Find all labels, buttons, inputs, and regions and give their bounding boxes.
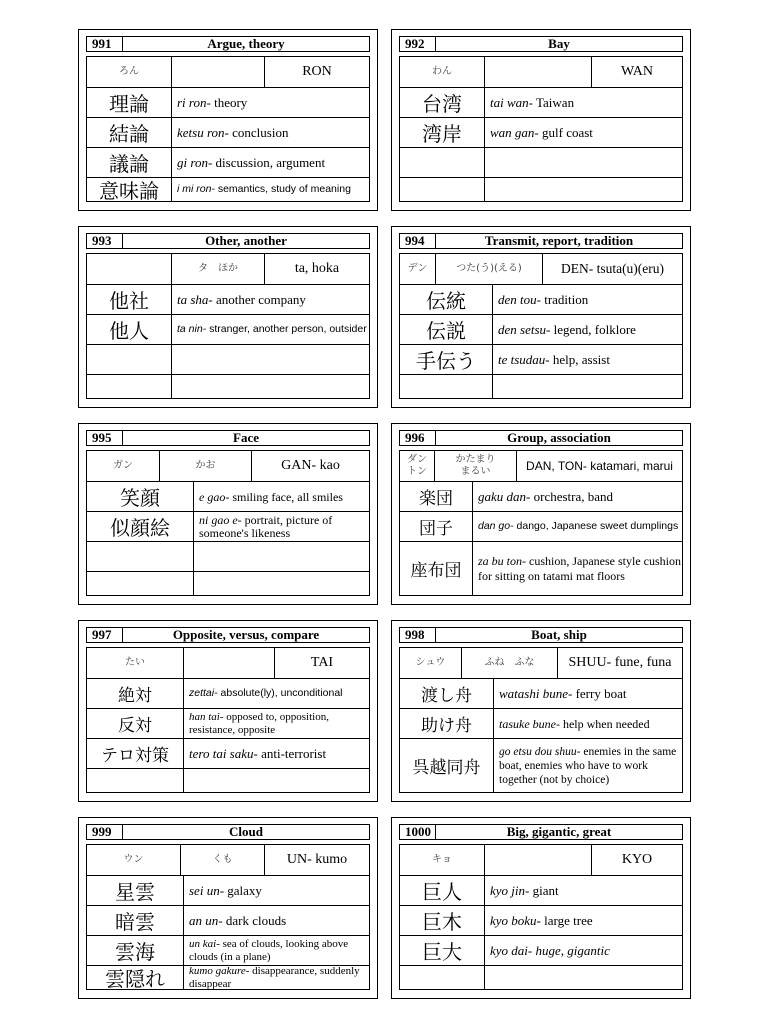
on-reading: たい bbox=[125, 657, 145, 668]
vocab-definition: tai wan- Taiwan bbox=[484, 88, 682, 117]
card-header bbox=[399, 36, 683, 52]
vocab-definition: ni gao e- portrait, picture of someone's likeness bbox=[193, 512, 369, 541]
vocab-kanji: 伝説 bbox=[426, 319, 466, 343]
on-reading: わん bbox=[432, 66, 452, 77]
card-title: Other, another bbox=[205, 233, 287, 248]
on-reading: デン bbox=[407, 263, 428, 274]
vocab-kanji: 理論 bbox=[109, 92, 149, 116]
vocab-kanji bbox=[400, 178, 484, 201]
on-reading: ろん bbox=[119, 66, 139, 77]
card-title: Boat, ship bbox=[531, 627, 587, 642]
kanji-card-1000 bbox=[391, 817, 691, 999]
card-title: Big, gigantic, great bbox=[506, 824, 612, 839]
romaji-reading: DEN- tsuta(u)(eru) bbox=[542, 254, 682, 284]
card-number: 1000 bbox=[400, 825, 436, 839]
card-number: 996 bbox=[400, 431, 436, 445]
vocab-kanji: 巨人 bbox=[422, 880, 462, 904]
vocab-definition: kyo dai- huge, gigantic bbox=[484, 936, 682, 965]
card-header bbox=[86, 627, 370, 643]
vocab-definition bbox=[171, 375, 369, 398]
vocab-definition bbox=[484, 148, 682, 177]
romaji-reading: WAN bbox=[591, 57, 682, 87]
kanji-card-993 bbox=[78, 226, 378, 408]
vocab-definition: sei un- galaxy bbox=[183, 876, 369, 905]
on-reading: シュウ bbox=[415, 657, 446, 668]
romaji-reading: UN- kumo bbox=[264, 845, 369, 875]
card-header bbox=[86, 36, 370, 52]
vocab-definition bbox=[492, 375, 682, 398]
kun-reading: ふね ふな bbox=[461, 648, 557, 678]
kanji-card-992 bbox=[391, 29, 691, 211]
romaji-reading: RON bbox=[264, 57, 369, 87]
vocab-kanji: 伝統 bbox=[426, 289, 466, 313]
on-reading: ウン bbox=[123, 854, 144, 865]
vocab-definition: go etsu dou shuu- enemies in the same boat, enemies who have to work together (not by choice) bbox=[493, 739, 682, 792]
vocab-kanji: 星雲 bbox=[115, 880, 155, 904]
card-header bbox=[399, 627, 683, 643]
kun-reading: タ ほか bbox=[171, 254, 264, 284]
card-number: 999 bbox=[87, 825, 123, 839]
kanji-card-999 bbox=[78, 817, 378, 999]
vocab-kanji: 団子 bbox=[419, 519, 453, 539]
kun-reading: かお bbox=[159, 451, 251, 481]
vocab-definition: watashi bune- ferry boat bbox=[493, 679, 682, 708]
vocab-definition: ketsu ron- conclusion bbox=[171, 118, 369, 147]
kanji-card-991 bbox=[78, 29, 378, 211]
kanji-card-995 bbox=[78, 423, 378, 605]
card-number: 995 bbox=[87, 431, 123, 445]
vocab-kanji bbox=[87, 769, 183, 792]
card-header bbox=[86, 824, 370, 840]
kun-reading: かたまり まるい bbox=[434, 451, 516, 481]
vocab-kanji bbox=[400, 966, 484, 989]
card-header bbox=[86, 233, 370, 249]
romaji-reading: DAN, TON- katamari, marui bbox=[516, 451, 682, 481]
vocab-kanji bbox=[87, 542, 193, 571]
vocab-kanji: 巨木 bbox=[422, 910, 462, 934]
vocab-kanji: 湾岸 bbox=[422, 122, 462, 146]
kun-reading: くも bbox=[180, 845, 264, 875]
vocab-definition: i mi ron- semantics, study of meaning bbox=[171, 178, 369, 201]
vocab-definition: tero tai saku- anti-terrorist bbox=[183, 739, 369, 768]
vocab-definition: e gao- smiling face, all smiles bbox=[193, 482, 369, 511]
vocab-definition: wan gan- gulf coast bbox=[484, 118, 682, 147]
vocab-definition: zettai- absolute(ly), unconditional bbox=[183, 679, 369, 708]
romaji-reading: KYO bbox=[591, 845, 682, 875]
vocab-definition bbox=[484, 178, 682, 201]
vocab-kanji: テロ対策 bbox=[101, 746, 169, 766]
vocab-kanji: 絶対 bbox=[118, 686, 152, 706]
vocab-definition: an un- dark clouds bbox=[183, 906, 369, 935]
vocab-definition: tasuke bune- help when needed bbox=[493, 709, 682, 738]
vocab-kanji: 他社 bbox=[109, 289, 149, 313]
vocab-definition: dan go- dango, Japanese sweet dumplings bbox=[472, 512, 682, 541]
vocab-kanji: 議論 bbox=[109, 152, 149, 176]
card-number: 993 bbox=[87, 234, 123, 248]
romaji-reading: SHUU- fune, funa bbox=[557, 648, 682, 678]
vocab-definition bbox=[193, 572, 369, 595]
vocab-kanji: 台湾 bbox=[422, 92, 462, 116]
vocab-definition: te tsudau- help, assist bbox=[492, 345, 682, 374]
card-header bbox=[399, 824, 683, 840]
card-header bbox=[399, 233, 683, 249]
kun-reading bbox=[484, 57, 591, 87]
vocab-kanji: 暗雲 bbox=[115, 910, 155, 934]
vocab-definition: gi ron- discussion, argument bbox=[171, 148, 369, 177]
vocab-kanji: 意味論 bbox=[99, 179, 159, 203]
vocab-kanji: 笑顔 bbox=[120, 486, 160, 510]
vocab-definition: kumo gakure- disappearance, suddenly disappear bbox=[183, 966, 369, 989]
vocab-kanji: 手伝う bbox=[416, 349, 476, 373]
card-title: Opposite, versus, compare bbox=[172, 627, 320, 642]
vocab-definition: ri ron- theory bbox=[171, 88, 369, 117]
kanji-card-994 bbox=[391, 226, 691, 408]
vocab-definition: han tai- opposed to, opposition, resistance, opposite bbox=[183, 709, 369, 738]
vocab-kanji bbox=[400, 148, 484, 177]
vocab-kanji: 結論 bbox=[109, 122, 149, 146]
on-reading bbox=[87, 254, 171, 284]
romaji-reading: ta, hoka bbox=[264, 254, 369, 284]
vocab-definition bbox=[193, 542, 369, 571]
vocab-kanji bbox=[87, 375, 171, 398]
vocab-kanji: 似顔絵 bbox=[110, 516, 170, 540]
vocab-kanji bbox=[87, 572, 193, 595]
card-title: Cloud bbox=[229, 824, 263, 839]
vocab-definition: den setsu- legend, folklore bbox=[492, 315, 682, 344]
vocab-definition: za bu ton- cushion, Japanese style cushion for sitting on tatami mat floors bbox=[472, 542, 682, 595]
card-title: Face bbox=[233, 430, 259, 445]
card-number: 991 bbox=[87, 37, 123, 51]
card-title: Bay bbox=[548, 36, 570, 51]
vocab-kanji: 座布団 bbox=[410, 561, 462, 581]
kun-reading: つた(う)(える) bbox=[435, 254, 542, 284]
vocab-kanji: 渡し舟 bbox=[421, 686, 472, 706]
vocab-definition: den tou- tradition bbox=[492, 285, 682, 314]
card-title: Transmit, report, tradition bbox=[484, 233, 634, 248]
card-number: 994 bbox=[400, 234, 436, 248]
card-title: Group, association bbox=[507, 430, 611, 445]
on-reading: ダン トン bbox=[406, 454, 428, 477]
vocab-definition: kyo boku- large tree bbox=[484, 906, 682, 935]
kanji-card-998 bbox=[391, 620, 691, 802]
vocab-definition bbox=[171, 345, 369, 374]
vocab-kanji: 他人 bbox=[109, 319, 149, 343]
vocab-kanji: 雲隠れ bbox=[105, 967, 165, 991]
vocab-definition: kyo jin- giant bbox=[484, 876, 682, 905]
kun-reading bbox=[484, 845, 591, 875]
vocab-definition: ta sha- another company bbox=[171, 285, 369, 314]
vocab-definition bbox=[183, 769, 369, 792]
card-number: 997 bbox=[87, 628, 123, 642]
vocab-definition bbox=[484, 966, 682, 989]
vocab-kanji bbox=[400, 375, 492, 398]
card-header bbox=[86, 430, 370, 446]
on-reading: キョ bbox=[432, 854, 452, 865]
vocab-definition: ta nin- stranger, another person, outsider bbox=[171, 315, 369, 344]
vocab-kanji: 呉越同舟 bbox=[412, 758, 481, 778]
kanji-card-996 bbox=[391, 423, 691, 605]
card-number: 992 bbox=[400, 37, 436, 51]
vocab-definition: un kai- sea of clouds, looking above clouds (in a plane) bbox=[183, 936, 369, 965]
vocab-kanji: 助け舟 bbox=[421, 716, 472, 736]
card-number: 998 bbox=[400, 628, 436, 642]
romaji-reading: GAN- kao bbox=[251, 451, 369, 481]
romaji-reading: TAI bbox=[274, 648, 369, 678]
on-reading: ガン bbox=[113, 460, 133, 471]
card-title: Argue, theory bbox=[207, 36, 285, 51]
kanji-card-997 bbox=[78, 620, 378, 802]
vocab-kanji bbox=[87, 345, 171, 374]
kun-reading bbox=[171, 57, 264, 87]
vocab-kanji: 楽団 bbox=[419, 489, 453, 509]
kun-reading bbox=[183, 648, 274, 678]
vocab-kanji: 反対 bbox=[118, 716, 152, 736]
vocab-definition: gaku dan- orchestra, band bbox=[472, 482, 682, 511]
card-header bbox=[399, 430, 683, 446]
vocab-kanji: 巨大 bbox=[422, 940, 462, 964]
vocab-kanji: 雲海 bbox=[115, 940, 155, 964]
